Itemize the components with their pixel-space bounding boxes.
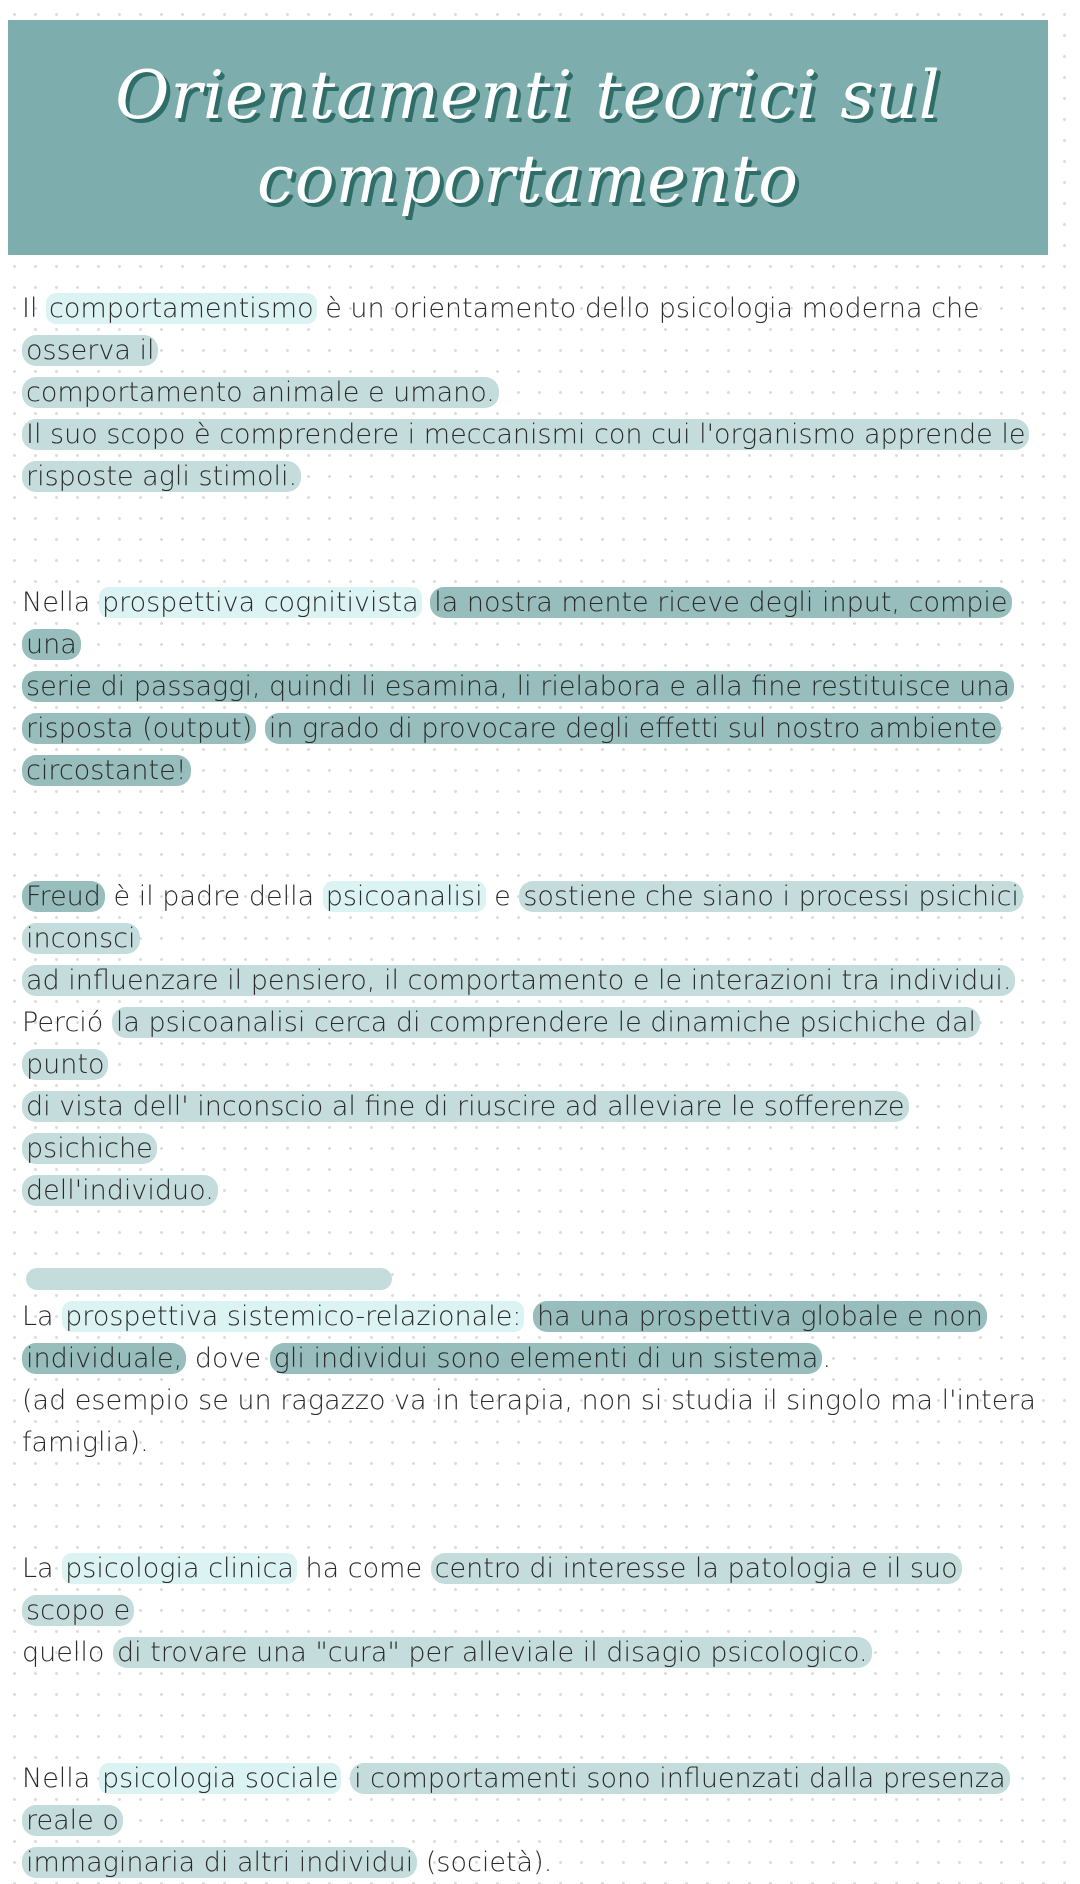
notes-body bbox=[22, 288, 1042, 1884]
text-line bbox=[22, 1002, 1042, 1086]
text-line bbox=[22, 1632, 1042, 1674]
highlight-segment: di trovare una "cura" per alleviale il disagio psicologico. bbox=[113, 1637, 872, 1668]
highlight-segment: in grado di provocare degli effetti sul nostro ambiente bbox=[265, 713, 1001, 744]
text-line bbox=[22, 708, 1042, 750]
text-line bbox=[22, 666, 1042, 708]
text-line bbox=[22, 1296, 1042, 1338]
highlight-segment: centro di interesse la patologia e il suo scopo e bbox=[22, 1553, 962, 1626]
highlight-segment: risposta (output) bbox=[22, 713, 256, 744]
highlight-segment: sostiene che siano i processi psichici inconsci bbox=[22, 881, 1023, 954]
highlight-segment: dell'individuo. bbox=[22, 1175, 218, 1206]
text-line: famiglia). bbox=[22, 1427, 149, 1458]
text-line bbox=[22, 876, 1042, 960]
highlight-segment: ad influenzare il pensiero, il comportamento e le interazioni tra individui. bbox=[22, 965, 1015, 996]
highlight-term: prospettiva cognitivista bbox=[99, 587, 422, 618]
text-line bbox=[22, 1170, 1042, 1212]
text-line bbox=[22, 750, 1042, 792]
text-segment: Il bbox=[22, 293, 47, 324]
text-segment: Nella bbox=[22, 587, 99, 618]
text-segment: ha come bbox=[296, 1553, 431, 1584]
highlight-segment: gli individui sono elementi di un sistema bbox=[270, 1343, 823, 1374]
highlight-segment: comportamento animale e umano. bbox=[22, 377, 499, 408]
highlight-term: prospettiva sistemico-relazionale: bbox=[62, 1301, 524, 1332]
paragraph-cognitivista bbox=[22, 582, 1042, 792]
text-segment bbox=[422, 587, 431, 618]
text-line bbox=[22, 1758, 1042, 1842]
highlight-segment: Il suo scopo è comprendere i meccanismi con cui l'organismo apprende le bbox=[22, 419, 1029, 450]
highlight-segment: individuale, bbox=[22, 1343, 186, 1374]
text-line bbox=[22, 288, 1042, 372]
highlight-term: psicoanalisi bbox=[323, 881, 486, 912]
text-line bbox=[22, 582, 1042, 666]
highlight-segment: ha una prospettiva globale e non bbox=[533, 1301, 987, 1332]
paragraph-sociale bbox=[22, 1758, 1042, 1884]
highlight-segment: Freud bbox=[22, 881, 105, 912]
text-line bbox=[22, 1086, 1042, 1170]
text-line bbox=[22, 456, 1042, 498]
text-segment bbox=[341, 1763, 350, 1794]
highlight-segment: osserva il bbox=[22, 335, 158, 366]
text-segment bbox=[524, 1301, 533, 1332]
text-segment: è un orientamento dello psicologia moderna che bbox=[316, 293, 980, 324]
text-line bbox=[22, 1548, 1042, 1632]
text-segment: è il padre della bbox=[104, 881, 323, 912]
highlight-segment: i comportamenti sono influenzati dalla presenza reale o bbox=[22, 1763, 1010, 1836]
text-segment: La bbox=[22, 1301, 63, 1332]
highlight-segment: immaginaria di altri individui bbox=[22, 1847, 417, 1878]
text-segment: Perció bbox=[22, 1007, 112, 1038]
paragraph-psicoanalisi bbox=[22, 876, 1042, 1212]
highlight-term: comportamentismo bbox=[46, 293, 317, 324]
highlight-term: psicologia clinica bbox=[62, 1553, 297, 1584]
text-segment: e bbox=[485, 881, 520, 912]
text-line bbox=[22, 1842, 1042, 1884]
highlight-segment: la psicoanalisi cerca di comprendere le dinamiche psichiche dal punto bbox=[22, 1007, 980, 1080]
title-line-2: comportamento bbox=[256, 140, 800, 218]
highlight-segment: la nostra mente riceve degli input, compie una bbox=[22, 587, 1012, 660]
text-line bbox=[22, 414, 1042, 456]
text-segment: (società). bbox=[417, 1847, 553, 1878]
text-segment: quello bbox=[22, 1637, 113, 1668]
text-line bbox=[22, 1338, 1042, 1380]
highlighter-stroke bbox=[26, 1268, 392, 1290]
text-segment: La bbox=[22, 1553, 63, 1584]
highlight-segment: serie di passaggi, quindi li esamina, li rielabora e alla fine restituisce una bbox=[22, 671, 1014, 702]
highlight-segment: circostante! bbox=[22, 755, 191, 786]
text-segment: . bbox=[822, 1343, 832, 1374]
text-line: (ad esempio se un ragazzo va in terapia, non si studia il singolo ma l'intera bbox=[22, 1385, 1036, 1416]
text-segment: Nella bbox=[22, 1763, 99, 1794]
highlight-term: psicologia sociale bbox=[99, 1763, 342, 1794]
paragraph-comportamentismo bbox=[22, 288, 1042, 498]
paragraph-clinica bbox=[22, 1548, 1042, 1674]
text-segment: dove bbox=[186, 1343, 270, 1374]
highlight-segment: risposte agli stimoli. bbox=[22, 461, 301, 492]
title-banner bbox=[8, 20, 1048, 255]
title-line-1: Orientamenti teorici sul bbox=[115, 56, 941, 134]
text-line bbox=[22, 960, 1042, 1002]
text-line bbox=[22, 372, 1042, 414]
highlight-segment: di vista dell' inconscio al fine di riuscire ad alleviare le sofferenze psichiche bbox=[22, 1091, 909, 1164]
